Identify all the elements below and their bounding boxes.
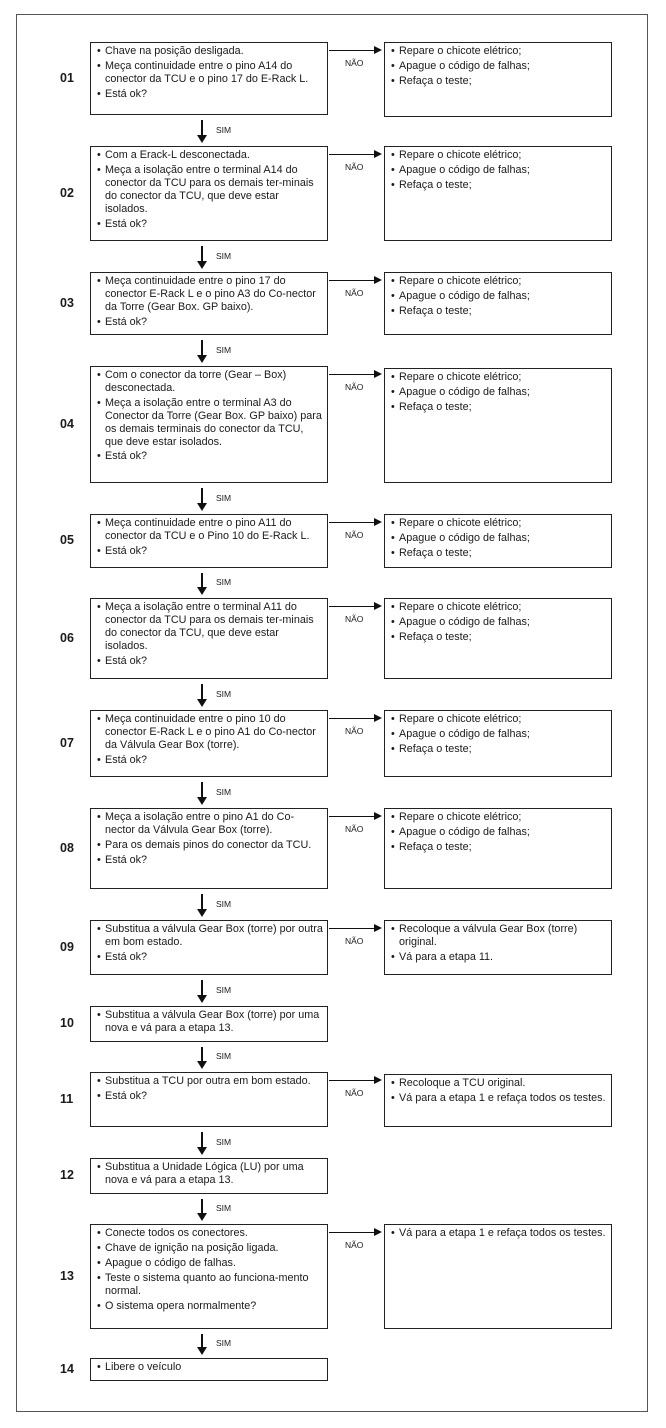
arrow-down-icon	[197, 1061, 207, 1069]
action-item: • Apague o código de falhas;	[391, 386, 607, 399]
yes-branch-line	[201, 246, 203, 261]
step-box	[90, 710, 328, 777]
action-item: • Repare o chicote elétrico;	[391, 45, 607, 58]
instruction-item: • Está ok?	[97, 218, 323, 231]
step-number: 01	[60, 70, 74, 85]
instruction-item: • O sistema opera normalmente?	[97, 1300, 323, 1313]
arrow-down-icon	[197, 135, 207, 143]
instruction-list	[97, 1009, 323, 1035]
yes-branch-line	[201, 1132, 203, 1147]
arrow-down-icon	[197, 587, 207, 595]
arrow-down-icon	[197, 261, 207, 269]
instruction-item: • Está ok?	[97, 951, 323, 964]
action-item: • Vá para a etapa 11.	[391, 951, 607, 964]
step-number: 13	[60, 1268, 74, 1283]
no-label: NÃO	[345, 1240, 364, 1250]
yes-label: SIM	[216, 344, 232, 355]
instruction-list	[97, 1075, 323, 1103]
action-list	[391, 601, 607, 644]
instruction-item: • Chave de ignição na posição ligada.	[97, 1242, 323, 1255]
action-box	[384, 920, 612, 975]
step-number: 09	[60, 939, 74, 954]
step-number: 03	[60, 295, 74, 310]
yes-label: SIM	[216, 250, 232, 261]
action-list	[391, 517, 607, 560]
step-box	[90, 1072, 328, 1127]
yes-branch-line	[201, 340, 203, 355]
yes-branch-line	[201, 782, 203, 797]
instruction-item: • Apague o código de falhas.	[97, 1257, 323, 1270]
action-box	[384, 598, 612, 679]
no-label: NÃO	[345, 614, 364, 624]
action-item: • Apague o código de falhas;	[391, 60, 607, 73]
no-branch-line	[329, 1080, 376, 1081]
action-item: • Repare o chicote elétrico;	[391, 275, 607, 288]
action-list	[391, 811, 607, 854]
arrow-down-icon	[197, 995, 207, 1003]
action-item: • Repare o chicote elétrico;	[391, 601, 607, 614]
yes-branch-line	[201, 980, 203, 995]
no-label: NÃO	[345, 936, 364, 946]
yes-branch-line	[201, 894, 203, 909]
instruction-list	[97, 275, 323, 329]
action-list	[391, 149, 607, 192]
arrow-down-icon	[197, 1213, 207, 1221]
step-box	[90, 514, 328, 568]
action-item: • Apague o código de falhas;	[391, 728, 607, 741]
arrow-right-icon	[374, 812, 382, 820]
action-item: • Repare o chicote elétrico;	[391, 713, 607, 726]
action-box	[384, 146, 612, 241]
arrow-down-icon	[197, 503, 207, 511]
instruction-item: • Está ok?	[97, 545, 323, 558]
instruction-item: • Meça a isolação entre o terminal A11 do conector da TCU para os demais ter-minais do conector da TCU, que deve estar isolados.	[97, 601, 323, 653]
step-box	[90, 920, 328, 975]
instruction-list	[97, 601, 323, 668]
yes-label: SIM	[216, 1136, 232, 1147]
instruction-item: • Com a Erack-L desconectada.	[97, 149, 323, 162]
action-item: • Recoloque a válvula Gear Box (torre) original.	[391, 923, 607, 949]
step-number: 07	[60, 735, 74, 750]
action-item: • Vá para a etapa 1 e refaça todos os testes.	[391, 1092, 607, 1105]
step-number: 06	[60, 630, 74, 645]
step-number: 12	[60, 1168, 74, 1182]
instruction-item: • Meça a isolação entre o pino A1 do Co-nector da Válvula Gear Box (torre).	[97, 811, 323, 837]
instruction-item: • Meça continuidade entre o pino 17 do conector E-Rack L e o pino A3 do Co-nector da Torre (Gear Box. GP baixo).	[97, 275, 323, 314]
instruction-list	[97, 713, 323, 767]
step-box	[90, 598, 328, 679]
action-item: • Vá para a etapa 1 e refaça todos os testes.	[391, 1227, 607, 1240]
instruction-list	[97, 811, 323, 867]
yes-label: SIM	[216, 898, 232, 909]
no-label: NÃO	[345, 288, 364, 298]
arrow-right-icon	[374, 714, 382, 722]
arrow-right-icon	[374, 1228, 382, 1236]
instruction-item: • Com o conector da torre (Gear – Box) desconectada.	[97, 369, 323, 395]
instruction-item: • Meça continuidade entre o pino A11 do conector da TCU e o Pino 10 do E-Rack L.	[97, 517, 323, 543]
instruction-item: • Substitua a TCU por outra em bom estado.	[97, 1075, 323, 1088]
action-box	[384, 710, 612, 777]
action-box	[384, 42, 612, 117]
action-item: • Refaça o teste;	[391, 547, 607, 560]
action-item: • Apague o código de falhas;	[391, 826, 607, 839]
yes-branch-line	[201, 488, 203, 503]
arrow-right-icon	[374, 370, 382, 378]
arrow-down-icon	[197, 355, 207, 363]
yes-label: SIM	[216, 577, 232, 587]
yes-label: SIM	[216, 124, 232, 135]
arrow-right-icon	[374, 46, 382, 54]
instruction-list	[97, 369, 323, 463]
action-box	[384, 368, 612, 483]
step-box	[90, 808, 328, 889]
action-box	[384, 1224, 612, 1329]
no-branch-line	[329, 1232, 376, 1233]
action-item: • Refaça o teste;	[391, 743, 607, 756]
arrow-down-icon	[197, 797, 207, 805]
action-item: • Repare o chicote elétrico;	[391, 811, 607, 824]
action-list	[391, 1227, 607, 1240]
action-item: • Repare o chicote elétrico;	[391, 517, 607, 530]
instruction-item: • Está ok?	[97, 754, 323, 767]
action-box	[384, 808, 612, 889]
instruction-item: • Meça continuidade entre o pino A14 do conector da TCU e o pino 17 do E-Rack L.	[97, 60, 323, 86]
arrow-right-icon	[374, 276, 382, 284]
step-box	[90, 1006, 328, 1042]
instruction-item: • Substitua a válvula Gear Box (torre) por outra em bom estado.	[97, 923, 323, 949]
step-number: 11	[60, 1091, 74, 1106]
step-number: 08	[60, 840, 74, 855]
step-box	[90, 1358, 328, 1381]
yes-label: SIM	[216, 492, 232, 503]
action-item: • Refaça o teste;	[391, 631, 607, 644]
action-box	[384, 1074, 612, 1127]
step-box	[90, 42, 328, 115]
action-item: • Apague o código de falhas;	[391, 532, 607, 545]
step-number: 14	[60, 1361, 74, 1376]
no-label: NÃO	[345, 824, 364, 834]
instruction-list	[97, 45, 323, 101]
no-branch-line	[329, 928, 376, 929]
no-branch-line	[329, 606, 376, 607]
action-item: • Apague o código de falhas;	[391, 616, 607, 629]
instruction-item: • Para os demais pinos do conector da TCU.	[97, 839, 323, 852]
no-branch-line	[329, 50, 376, 51]
step-box	[90, 366, 328, 483]
instruction-item: • Está ok?	[97, 1090, 323, 1103]
instruction-item: • Está ok?	[97, 450, 323, 463]
instruction-item: • Conecte todos os conectores.	[97, 1227, 323, 1240]
instruction-item: • Está ok?	[97, 88, 323, 101]
no-label: NÃO	[345, 726, 364, 736]
instruction-item: • Meça a isolação entre o terminal A14 do conector da TCU para os demais ter-minais do conector da TCU, que deve estar isolados.	[97, 164, 323, 216]
instruction-item: • Meça a isolação entre o terminal A3 do Conector da Torre (Gear Box. GP baixo) para os demais terminais do conector da TCU, que deve estar isolados.	[97, 397, 323, 449]
instruction-item: • Substitua a Unidade Lógica (LU) por uma nova e vá para a etapa 13.	[97, 1161, 323, 1187]
no-label: NÃO	[345, 1088, 364, 1098]
action-item: • Refaça o teste;	[391, 841, 607, 854]
action-item: • Refaça o teste;	[391, 179, 607, 192]
yes-label: SIM	[216, 1203, 232, 1213]
action-item: • Apague o código de falhas;	[391, 164, 607, 177]
instruction-list	[97, 1161, 323, 1187]
step-number: 10	[60, 1016, 74, 1030]
action-item: • Refaça o teste;	[391, 401, 607, 414]
no-label: NÃO	[345, 382, 364, 392]
yes-label: SIM	[216, 1051, 232, 1061]
no-label: NÃO	[345, 530, 364, 540]
yes-label: SIM	[216, 786, 232, 797]
arrow-right-icon	[374, 1076, 382, 1084]
no-branch-line	[329, 374, 376, 375]
no-branch-line	[329, 816, 376, 817]
arrow-down-icon	[197, 909, 207, 917]
instruction-list	[97, 923, 323, 964]
arrow-right-icon	[374, 150, 382, 158]
action-list	[391, 923, 607, 964]
arrow-down-icon	[197, 1347, 207, 1355]
instruction-item: • Está ok?	[97, 316, 323, 329]
no-label: NÃO	[345, 162, 364, 172]
instruction-list	[97, 1227, 323, 1312]
yes-branch-line	[201, 1047, 203, 1061]
yes-label: SIM	[216, 1337, 232, 1348]
instruction-item: • Libere o veículo	[97, 1361, 323, 1374]
action-list	[391, 713, 607, 756]
instruction-item: • Chave na posição desligada.	[97, 45, 323, 58]
yes-branch-line	[201, 573, 203, 587]
action-item: • Refaça o teste;	[391, 75, 607, 88]
instruction-list	[97, 149, 323, 230]
arrow-down-icon	[197, 699, 207, 707]
no-label: NÃO	[345, 58, 364, 68]
instruction-item: • Teste o sistema quanto ao funciona-mento normal.	[97, 1272, 323, 1298]
arrow-right-icon	[374, 518, 382, 526]
step-number: 04	[60, 416, 74, 431]
step-number: 02	[60, 185, 74, 200]
no-branch-line	[329, 522, 376, 523]
action-list	[391, 1077, 607, 1105]
step-box	[90, 1158, 328, 1194]
action-item: • Repare o chicote elétrico;	[391, 149, 607, 162]
action-item: • Recoloque a TCU original.	[391, 1077, 607, 1090]
no-branch-line	[329, 154, 376, 155]
yes-branch-line	[201, 1199, 203, 1213]
instruction-item: • Substitua a válvula Gear Box (torre) por uma nova e vá para a etapa 13.	[97, 1009, 323, 1035]
instruction-item: • Está ok?	[97, 854, 323, 867]
instruction-item: • Está ok?	[97, 655, 323, 668]
no-branch-line	[329, 280, 376, 281]
step-box	[90, 272, 328, 335]
arrow-down-icon	[197, 1147, 207, 1155]
instruction-item: • Meça continuidade entre o pino 10 do conector E-Rack L e o pino A1 do Co-nector da Válvula Gear Box (torre).	[97, 713, 323, 752]
action-list	[391, 45, 607, 88]
action-item: • Refaça o teste;	[391, 305, 607, 318]
yes-label: SIM	[216, 688, 232, 699]
action-list	[391, 275, 607, 318]
arrow-right-icon	[374, 924, 382, 932]
action-box	[384, 272, 612, 335]
arrow-right-icon	[374, 602, 382, 610]
step-box	[90, 1224, 328, 1329]
action-list	[391, 371, 607, 414]
yes-branch-line	[201, 684, 203, 699]
yes-label: SIM	[216, 984, 232, 995]
action-box	[384, 514, 612, 568]
step-number: 05	[60, 533, 74, 547]
step-box	[90, 146, 328, 241]
no-branch-line	[329, 718, 376, 719]
yes-branch-line	[201, 120, 203, 135]
instruction-list	[97, 1361, 323, 1374]
action-item: • Apague o código de falhas;	[391, 290, 607, 303]
yes-branch-line	[201, 1334, 203, 1347]
action-item: • Repare o chicote elétrico;	[391, 371, 607, 384]
instruction-list	[97, 517, 323, 558]
